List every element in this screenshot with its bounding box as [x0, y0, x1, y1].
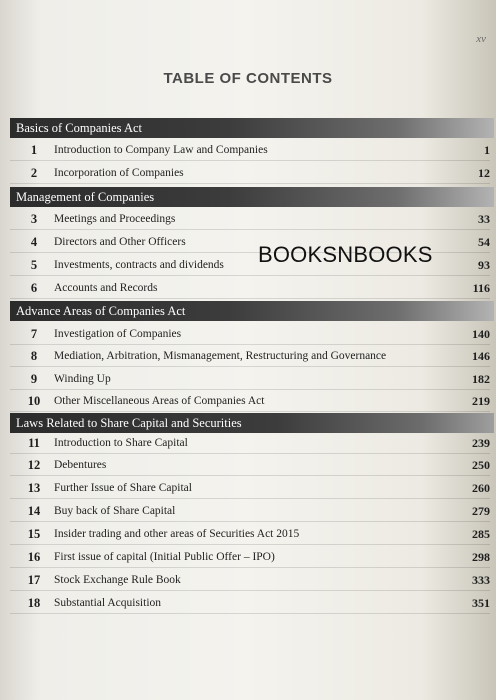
chapter-number: 15 [27, 527, 41, 541]
page-title: TABLE OF CONTENTS [163, 70, 333, 87]
chapter-number: 6 [30, 281, 38, 295]
page-ref: 1 [484, 143, 490, 157]
page-number: xv [476, 33, 486, 45]
chapter-number: 1 [30, 143, 38, 157]
chapter-title: Introduction to Company Law and Companies [54, 144, 268, 156]
chapter-number: 14 [27, 504, 41, 518]
chapter-number: 2 [30, 166, 38, 180]
toc-entry[interactable] [10, 501, 490, 522]
section-header-management: Management of Companies [10, 187, 494, 207]
chapter-number: 18 [27, 596, 41, 610]
page-ref: 239 [472, 436, 490, 450]
page-ref: 146 [472, 349, 490, 363]
chapter-title: Further Issue of Share Capital [54, 482, 192, 494]
toc-entry[interactable] [10, 369, 490, 390]
chapter-number: 13 [27, 481, 41, 495]
chapter-title: Buy back of Share Capital [54, 505, 176, 517]
page-ref: 93 [478, 258, 490, 272]
chapter-number: 10 [27, 394, 41, 408]
chapter-number: 8 [30, 349, 38, 363]
page-ref: 250 [472, 458, 490, 472]
toc-entry[interactable] [10, 163, 490, 184]
page-ref: 116 [472, 281, 490, 295]
chapter-title: Debentures [54, 459, 107, 471]
page-ref: 298 [472, 550, 490, 564]
toc-entry[interactable] [10, 324, 490, 345]
chapter-number: 7 [30, 327, 38, 341]
toc-entry[interactable] [10, 209, 490, 230]
chapter-number: 9 [30, 372, 38, 386]
page-ref: 260 [472, 481, 490, 495]
chapter-number: 12 [27, 458, 41, 472]
chapter-title: Insider trading and other areas of Securities Act 2015 [54, 528, 300, 540]
page-ref: 54 [478, 235, 490, 249]
toc-entry[interactable] [10, 524, 490, 545]
chapter-title: Other Miscellaneous Areas of Companies Act [54, 395, 265, 407]
chapter-title: Stock Exchange Rule Book [54, 574, 181, 586]
section-header-advance: Advance Areas of Companies Act [10, 301, 494, 321]
chapter-title: Investments, contracts and dividends [54, 259, 224, 271]
chapter-title: Meetings and Proceedings [54, 213, 176, 225]
chapter-number: 11 [28, 436, 40, 450]
page-ref: 219 [472, 394, 490, 408]
chapter-number: 4 [30, 235, 38, 249]
chapter-title: Accounts and Records [54, 282, 158, 294]
chapter-title: Winding Up [54, 373, 111, 385]
chapter-title: Investigation of Companies [54, 328, 182, 340]
chapter-title: First issue of capital (Initial Public Offer – IPO) [54, 551, 275, 563]
watermark: BOOKSNBOOKS [258, 242, 433, 267]
chapter-title: Directors and Other Officers [54, 236, 186, 248]
chapter-title: Incorporation of Companies [54, 167, 184, 179]
page-ref: 33 [478, 212, 490, 226]
toc-entry[interactable] [10, 570, 490, 591]
toc-entry[interactable] [10, 547, 490, 568]
chapter-title: Mediation, Arbitration, Mismanagement, Restructuring and Governance [54, 350, 387, 362]
page-ref: 12 [478, 166, 490, 180]
toc-entry[interactable] [10, 455, 490, 476]
page-ref: 140 [472, 327, 490, 341]
section-header-basics: Basics of Companies Act [10, 118, 494, 138]
section-header-share-capital: Laws Related to Share Capital and Securities [10, 413, 494, 433]
toc-entry[interactable] [10, 433, 490, 454]
chapter-title: Substantial Acquisition [54, 597, 162, 609]
chapter-number: 16 [27, 550, 41, 564]
chapter-number: 3 [30, 212, 38, 226]
toc-entry[interactable] [10, 346, 490, 367]
page-ref: 333 [472, 573, 490, 587]
chapter-number: 17 [27, 573, 41, 587]
toc-entry[interactable] [10, 593, 490, 614]
page-ref: 279 [472, 504, 490, 518]
page-ref: 351 [472, 596, 490, 610]
toc-entry[interactable] [10, 478, 490, 499]
chapter-number: 5 [30, 258, 38, 272]
toc-entry[interactable] [10, 391, 490, 412]
toc-entry[interactable] [10, 278, 490, 299]
page-ref: 182 [472, 372, 490, 386]
page-ref: 285 [472, 527, 490, 541]
chapter-title: Introduction to Share Capital [54, 437, 188, 449]
toc-entry[interactable] [10, 140, 490, 161]
